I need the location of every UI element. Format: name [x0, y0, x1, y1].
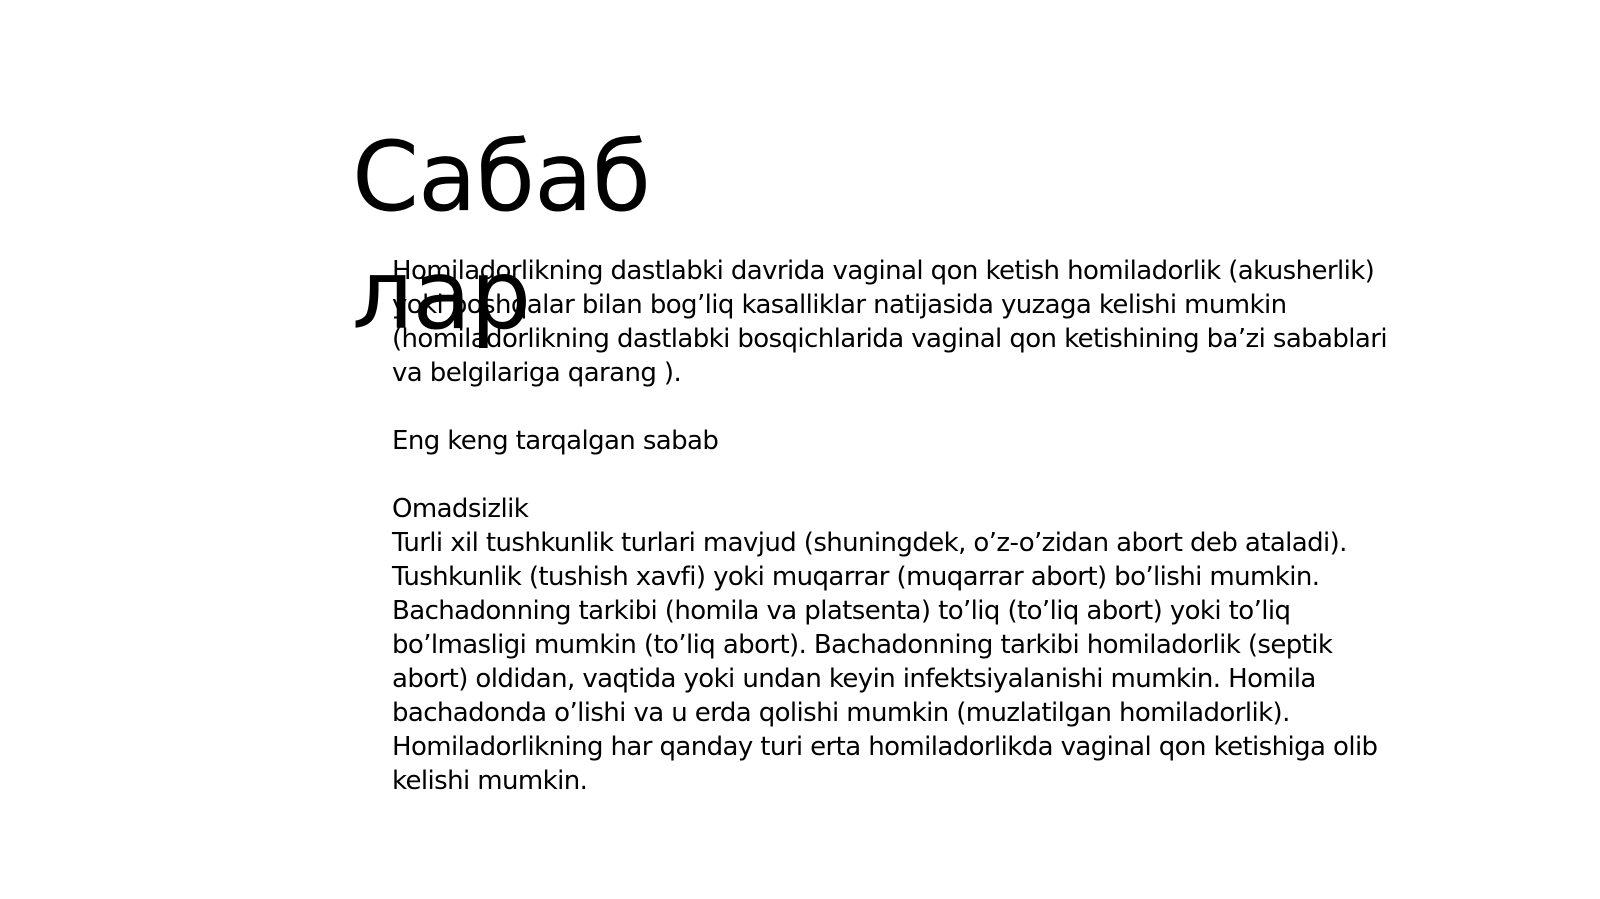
paragraph-spacer: [392, 390, 1402, 424]
paragraph-spacer: [392, 458, 1402, 492]
slide-title: Сабаб лар: [352, 121, 651, 351]
miscarriage-heading: Omadsizlik: [392, 494, 529, 524]
intro-paragraph: Homiladorlikning dastlabki davrida vaginal qon ketish homiladorlik (akusherlik) yoki boshqalar bilan bog’liq kasalliklar natijasida yuzaga kelishi mumkin (homiladorlikning dastlabki bosqichlarida vaginal qon ketishining ba’zi sabablari va belgilariga qarang ).: [392, 256, 1387, 388]
common-cause-heading: Eng keng tarqalgan sabab: [392, 426, 719, 456]
slide-body: [392, 254, 1402, 798]
miscarriage-paragraph: Turli xil tushkunlik turlari mavjud (shuningdek, o’z-o’zidan abort deb ataladi). Tushkunlik (tushish xavfi) yoki muqarrar (muqarrar abort) bo’lishi mumkin. Bachadonning tarkibi (homila va platsenta) to’liq (to’liq abort) yoki to’liq bo’lmasligi mumkin (to’liq abort). Bachadonning tarkibi homiladorlik (septik abort) oldidan, vaqtida yoki undan keyin infektsiyalanishi mumkin. Homila bachadonda o’lishi va u erda qolishi mumkin (muzlatilgan homiladorlik). Homiladorlikning har qanday turi erta homiladorlikda vaginal qon ketishiga olib kelishi mumkin.: [392, 528, 1378, 796]
